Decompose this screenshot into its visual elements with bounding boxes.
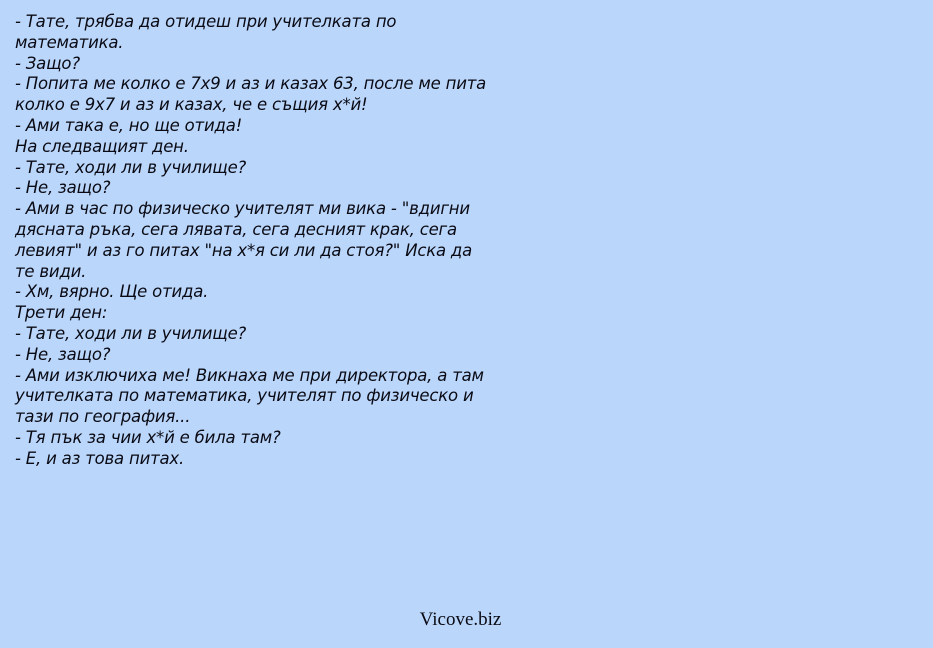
joke-line: дясната ръка, сега лявата, сега десният крак, сега — [15, 219, 457, 239]
joke-line: - Ами в час по физическо учителят ми вика - "вдигни — [15, 199, 470, 219]
joke-line: учителката по математика, учителят по физическо и — [15, 386, 474, 406]
joke-line: тази по география... — [15, 407, 191, 427]
joke-line: На следващият ден. — [15, 136, 189, 156]
joke-line: Трети ден: — [15, 303, 108, 323]
joke-line: колко е 9х7 и аз и казах, че е същия х*й! — [15, 95, 368, 115]
joke-line: - Тате, ходи ли в училище? — [15, 323, 247, 343]
joke-line: - Ами така е, но ще отида! — [15, 115, 243, 135]
joke-line: - Хм, вярно. Ще отида. — [15, 282, 209, 302]
joke-line: - Не, защо? — [15, 178, 111, 198]
joke-line: - Ами изключиха ме! Викнаха ме при директора, а там — [15, 365, 484, 385]
joke-line: - Не, защо? — [15, 344, 111, 364]
joke-line: - Тя пък за чии х*й е била там? — [15, 427, 281, 447]
joke-line: математика. — [15, 32, 124, 52]
joke-line: те види. — [15, 261, 87, 281]
joke-text — [15, 12, 575, 470]
joke-line: - Тате, трябва да отидеш при учителката по — [15, 12, 397, 31]
joke-line: - Е, и аз това питах. — [15, 448, 185, 468]
joke-line: - Защо? — [15, 53, 80, 73]
joke-line: левият" и аз го питах "на х*я си ли да стоя?" Иска да — [15, 240, 473, 260]
footer — [0, 609, 933, 631]
site-name: Vicove.biz — [419, 609, 502, 630]
joke-line: - Попита ме колко е 7х9 и аз и казах 63, после ме пита — [15, 74, 487, 94]
joke-line: - Тате, ходи ли в училище? — [15, 157, 247, 177]
